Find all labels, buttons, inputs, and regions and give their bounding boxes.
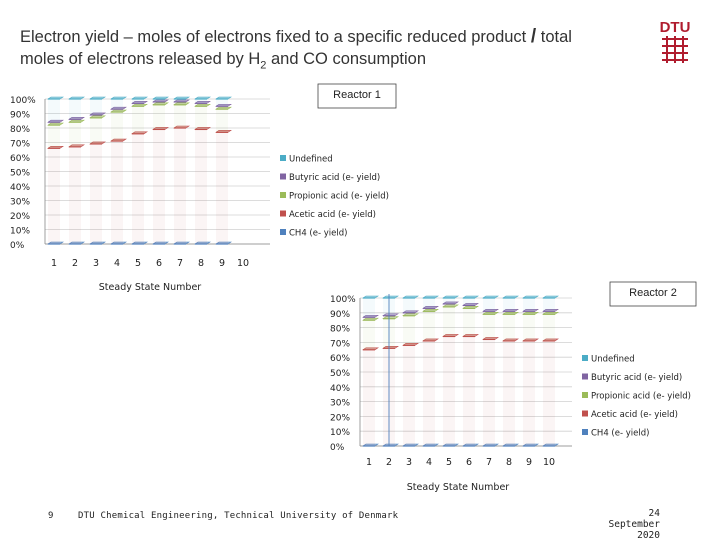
bar-segment-propionic-acid-e--yield bbox=[423, 309, 438, 341]
legend-swatch-acetic-acid-e--yield bbox=[280, 211, 286, 217]
bar-segment-acetic-acid-e--yield bbox=[543, 339, 558, 446]
x-tick-label: 3 bbox=[92, 258, 100, 269]
bar-segment-acetic-acid-e--yield bbox=[174, 126, 189, 244]
bar-segment-body bbox=[174, 128, 186, 244]
bar-segment-body bbox=[90, 118, 102, 144]
x-tick-label: 4 bbox=[425, 457, 433, 468]
bar-segment-body bbox=[503, 298, 515, 311]
bar-segment-body bbox=[423, 311, 435, 341]
bar-segment-body bbox=[48, 125, 60, 148]
legend-swatch-ch4-e--yield bbox=[280, 229, 286, 235]
y-tick-label: 80% bbox=[10, 125, 31, 135]
y-tick-label: 20% bbox=[10, 212, 31, 222]
legend-label-butyric-acid-e--yield: Butyric acid (e- yield) bbox=[591, 373, 683, 383]
bar-segment-body bbox=[523, 314, 535, 341]
legend-swatch-undefined bbox=[280, 155, 286, 161]
y-tick-label: 100% bbox=[10, 96, 36, 106]
bar-segment-propionic-acid-e--yield bbox=[503, 312, 518, 341]
y-tick-label: 100% bbox=[330, 295, 356, 305]
bar-segment-body bbox=[523, 298, 535, 311]
legend-swatch-butyric-acid-e--yield bbox=[280, 174, 286, 180]
y-tick-label: 0% bbox=[330, 443, 345, 453]
dtu-logo-text: DTU bbox=[659, 19, 691, 36]
bar-segment-body bbox=[132, 99, 144, 103]
bar-segment-body bbox=[463, 308, 475, 336]
bar-segment-body bbox=[48, 99, 60, 122]
legend-label-ch4-e--yield: CH4 (e- yield) bbox=[591, 428, 650, 439]
bar-segment-propionic-acid-e--yield bbox=[383, 317, 398, 349]
bar-segment-propionic-acid-e--yield bbox=[48, 123, 63, 148]
y-tick-label: 0% bbox=[10, 241, 25, 251]
y-tick-label: 70% bbox=[330, 339, 351, 350]
bar-segment-body bbox=[69, 122, 81, 147]
title-line2-sub: 2 bbox=[260, 59, 267, 72]
footer-date-day: 24 bbox=[648, 508, 660, 519]
legend-label-propionic-acid-e--yield: Propionic acid (e- yield) bbox=[289, 191, 389, 202]
bar-segment-body bbox=[403, 298, 415, 313]
bar-segment-body bbox=[443, 307, 455, 337]
bar-segment-body bbox=[195, 129, 207, 244]
bar-segment-acetic-acid-e--yield bbox=[443, 334, 458, 446]
bar-segment-undefined bbox=[403, 296, 418, 313]
legend-swatch-acetic-acid-e--yield bbox=[582, 411, 588, 417]
x-tick-label: 10 bbox=[236, 258, 250, 269]
bar-segment-acetic-acid-e--yield bbox=[503, 339, 518, 446]
bar-segment-undefined bbox=[69, 97, 84, 119]
x-tick-label: 1 bbox=[50, 258, 58, 269]
bar-segment-acetic-acid-e--yield bbox=[483, 337, 498, 446]
x-tick-label: 2 bbox=[385, 457, 393, 468]
bar-segment-body bbox=[174, 105, 186, 128]
bar-segment-body bbox=[195, 99, 207, 103]
y-tick-label: 20% bbox=[330, 413, 351, 424]
y-tick-label: 40% bbox=[10, 183, 31, 193]
bar-segment-body bbox=[543, 341, 555, 446]
bar-segment-body bbox=[483, 314, 495, 339]
bar-segment-body bbox=[153, 105, 165, 130]
bar-segment-propionic-acid-e--yield bbox=[543, 312, 558, 341]
y-tick-label: 90% bbox=[330, 309, 351, 320]
bar-segment-body bbox=[483, 298, 495, 311]
x-tick-label: 5 bbox=[134, 258, 142, 269]
title-slash: / bbox=[530, 26, 537, 47]
bar-segment-body bbox=[90, 144, 102, 244]
x-tick-label: 9 bbox=[525, 457, 533, 468]
x-tick-label: 6 bbox=[465, 457, 473, 468]
bar-segment-propionic-acid-e--yield bbox=[363, 318, 378, 350]
legend-label-undefined: Undefined bbox=[591, 354, 635, 365]
bar-segment-body bbox=[132, 106, 144, 134]
legend-swatch-ch4-e--yield bbox=[582, 429, 588, 435]
bar-segment-body bbox=[363, 320, 375, 350]
y-tick-label: 60% bbox=[330, 354, 351, 365]
legend-swatch-propionic-acid-e--yield bbox=[582, 392, 588, 398]
bar-segment-body bbox=[111, 99, 123, 109]
bar-segment-body bbox=[503, 341, 515, 446]
title-text-part2: total bbox=[540, 28, 572, 46]
x-tick-label: 5 bbox=[445, 457, 453, 468]
y-tick-label: 90% bbox=[10, 110, 31, 121]
legend-label-acetic-acid-e--yield: Acetic acid (e- yield) bbox=[289, 210, 376, 220]
bar-segment-propionic-acid-e--yield bbox=[403, 314, 418, 346]
bar-segment-propionic-acid-e--yield bbox=[523, 312, 538, 341]
bar-segment-undefined bbox=[90, 97, 105, 115]
bar-segment-undefined bbox=[363, 296, 378, 317]
bar-segment-propionic-acid-e--yield bbox=[90, 116, 105, 144]
title-line2-b: and CO consumption bbox=[266, 50, 426, 68]
y-tick-label: 30% bbox=[330, 398, 351, 409]
bar-segment-propionic-acid-e--yield bbox=[153, 103, 168, 130]
bar-segment-propionic-acid-e--yield bbox=[216, 107, 231, 132]
bar-segment-propionic-acid-e--yield bbox=[483, 312, 498, 339]
reactor-label: Reactor 2 bbox=[629, 287, 677, 299]
legend-swatch-propionic-acid-e--yield bbox=[280, 192, 286, 198]
bar-segment-acetic-acid-e--yield bbox=[216, 130, 231, 244]
y-tick-label: 40% bbox=[330, 383, 351, 394]
bar-segment-body bbox=[48, 148, 60, 244]
y-tick-label: 80% bbox=[330, 324, 351, 335]
bar-segment-body bbox=[111, 141, 123, 244]
legend-label-butyric-acid-e--yield: Butyric acid (e- yield) bbox=[289, 173, 381, 183]
y-tick-label: 50% bbox=[330, 369, 351, 379]
footer-page-number: 9 bbox=[48, 511, 54, 521]
reactor-label: Reactor 1 bbox=[333, 89, 381, 101]
legend-label-acetic-acid-e--yield: Acetic acid (e- yield) bbox=[591, 410, 678, 420]
bar-segment-body bbox=[463, 298, 475, 305]
x-tick-label: 7 bbox=[485, 457, 493, 468]
bar-segment-propionic-acid-e--yield bbox=[195, 104, 210, 129]
bar-segment-body bbox=[195, 106, 207, 129]
bar-segment-acetic-acid-e--yield bbox=[463, 334, 478, 446]
legend-label-propionic-acid-e--yield: Propionic acid (e- yield) bbox=[591, 391, 691, 402]
x-tick-label: 10 bbox=[542, 457, 556, 468]
bar-segment-acetic-acid-e--yield bbox=[523, 339, 538, 446]
bar-segment-acetic-acid-e--yield bbox=[111, 139, 126, 244]
x-tick-label: 4 bbox=[113, 258, 121, 269]
bar-segment-body bbox=[523, 341, 535, 446]
bar-segment-propionic-acid-e--yield bbox=[132, 104, 147, 134]
chart-1 bbox=[10, 84, 396, 293]
bar-segment-body bbox=[423, 298, 435, 308]
bar-segment-body bbox=[403, 345, 415, 446]
footer-date-month: September bbox=[608, 519, 660, 530]
bar-segment-body bbox=[483, 339, 495, 446]
bar-segment-body bbox=[503, 314, 515, 341]
footer-organization: DTU Chemical Engineering, Technical University of Denmark bbox=[78, 511, 399, 521]
bar-segment-body bbox=[111, 112, 123, 141]
footer-date bbox=[600, 508, 660, 540]
y-tick-label: 30% bbox=[10, 197, 31, 208]
bar-segment-body bbox=[90, 99, 102, 115]
x-tick-label: 8 bbox=[197, 258, 205, 269]
x-tick-label: 2 bbox=[71, 258, 79, 269]
x-tick-label: 1 bbox=[365, 457, 373, 468]
bar-segment-body bbox=[216, 132, 228, 244]
bar-segment-propionic-acid-e--yield bbox=[111, 110, 126, 141]
footer-date-year: 2020 bbox=[637, 530, 660, 540]
bar-segment-body bbox=[363, 350, 375, 446]
x-tick-label: 8 bbox=[505, 457, 513, 468]
x-tick-label: 3 bbox=[405, 457, 413, 468]
bar-segment-body bbox=[403, 316, 415, 346]
title-line2-a: moles of electrons released by H bbox=[20, 50, 261, 68]
bar-segment-body bbox=[443, 336, 455, 446]
bar-segment-body bbox=[216, 109, 228, 132]
bar-segment-undefined bbox=[48, 97, 63, 122]
bar-segment-body bbox=[543, 314, 555, 341]
bar-segment-body bbox=[443, 298, 455, 304]
bar-segment-body bbox=[423, 341, 435, 446]
y-tick-label: 10% bbox=[330, 428, 351, 439]
x-tick-label: 9 bbox=[218, 258, 226, 269]
bar-segment-body bbox=[132, 134, 144, 244]
legend-swatch-butyric-acid-e--yield bbox=[582, 374, 588, 380]
x-tick-label: 7 bbox=[176, 258, 184, 269]
bar-segment-body bbox=[543, 298, 555, 311]
legend-label-ch4-e--yield: CH4 (e- yield) bbox=[289, 228, 348, 239]
chart-2 bbox=[330, 282, 696, 493]
bar-segment-body bbox=[69, 147, 81, 244]
legend-swatch-undefined bbox=[582, 355, 588, 361]
bar-segment-acetic-acid-e--yield bbox=[423, 339, 438, 446]
bar-segment-body bbox=[363, 298, 375, 317]
x-axis-title: Steady State Number bbox=[98, 282, 202, 293]
y-tick-label: 70% bbox=[10, 139, 31, 150]
bar-segment-body bbox=[216, 99, 228, 106]
legend-label-undefined: Undefined bbox=[289, 154, 333, 165]
bar-segment-body bbox=[463, 336, 475, 446]
title-text-part1: Electron yield – moles of electrons fixed to a specific reduced product bbox=[20, 28, 527, 46]
bar-segment-body bbox=[69, 99, 81, 119]
bar-segment-acetic-acid-e--yield bbox=[132, 132, 147, 244]
bar-segment-propionic-acid-e--yield bbox=[463, 306, 478, 336]
y-tick-label: 50% bbox=[10, 168, 31, 179]
bar-segment-propionic-acid-e--yield bbox=[174, 103, 189, 128]
y-tick-label: 10% bbox=[10, 226, 31, 237]
x-axis-title: Steady State Number bbox=[406, 482, 510, 493]
bar-segment-body bbox=[153, 129, 165, 244]
bar-segment-acetic-acid-e--yield bbox=[403, 343, 418, 446]
bar-segment-propionic-acid-e--yield bbox=[443, 305, 458, 337]
x-tick-label: 6 bbox=[155, 258, 163, 269]
y-tick-label: 60% bbox=[10, 154, 31, 164]
